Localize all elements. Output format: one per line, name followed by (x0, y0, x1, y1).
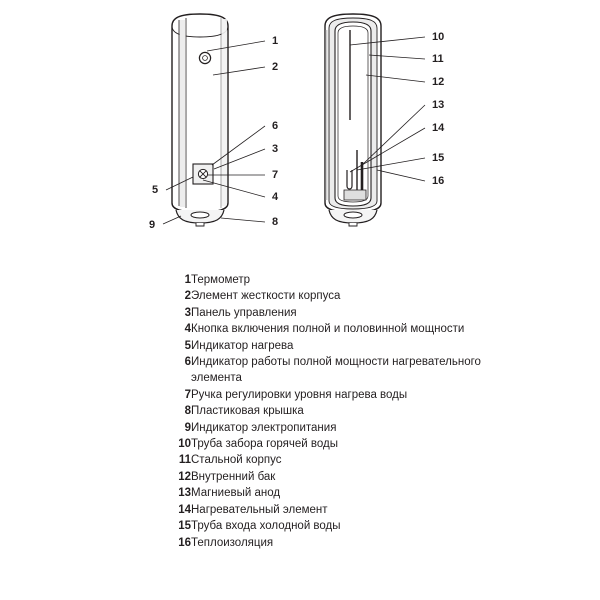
legend-row (163, 420, 521, 436)
legend-label: Элемент жесткости корпуса (191, 290, 341, 303)
callout-4: 4 (272, 191, 279, 203)
legend-label: Кнопка включения полной и половинной мощности (191, 323, 465, 336)
legend-number: 10 (178, 438, 191, 451)
legend-number: 12 (178, 470, 191, 483)
legend-number: 14 (178, 503, 191, 516)
left-unit-exterior (149, 14, 279, 231)
legend (0, 272, 600, 551)
callout-12: 12 (432, 76, 445, 88)
legend-number: 1 (184, 274, 191, 286)
legend-number: 16 (178, 536, 191, 549)
legend-number: 11 (178, 454, 191, 467)
legend-label: Индикатор электропитания (191, 421, 337, 434)
legend-number: 15 (178, 520, 191, 533)
legend-number: 3 (184, 306, 191, 319)
legend-label: Внутренний бак (191, 470, 276, 483)
water-heater-diagram-svg (0, 0, 600, 255)
legend-number: 4 (184, 323, 191, 336)
legend-number: 9 (184, 421, 191, 434)
callout-11: 11 (432, 53, 444, 65)
legend-row (163, 387, 521, 403)
legend-row (163, 321, 521, 337)
legend-label: Термометр (191, 274, 251, 286)
callout-5: 5 (152, 184, 159, 196)
legend-label: Труба забора горячей воды (191, 438, 339, 451)
diagram-illustration (0, 0, 600, 255)
legend-row (163, 403, 521, 419)
callout-2: 2 (272, 61, 279, 73)
callout-14: 14 (432, 122, 445, 134)
callout-6: 6 (272, 120, 279, 132)
legend-label: Труба входа холодной воды (191, 520, 341, 533)
legend-row (163, 485, 521, 501)
legend-number: 7 (184, 388, 191, 401)
legend-row (163, 518, 521, 534)
legend-label: Ручка регулировки уровня нагрева воды (191, 388, 408, 401)
legend-row (163, 305, 521, 321)
legend-label: Индикатор нагрева (191, 339, 294, 352)
legend-label: Панель управления (191, 306, 297, 319)
legend-row (163, 535, 521, 551)
legend-number: 5 (184, 339, 191, 352)
callout-3: 3 (272, 143, 279, 155)
legend-row (163, 436, 521, 452)
right-unit-cutaway (325, 14, 445, 226)
legend-row (163, 502, 521, 518)
callout-8: 8 (272, 216, 279, 228)
legend-number: 2 (184, 290, 191, 303)
callout-15: 15 (432, 152, 445, 164)
legend-label: Нагревательный элемент (191, 503, 328, 516)
legend-label: Индикатор работы полной мощности нагревательного элемента (191, 356, 481, 385)
callout-10: 10 (432, 31, 445, 43)
legend-label: Пластиковая крышка (191, 405, 304, 418)
callout-7: 7 (272, 169, 279, 181)
legend-row (163, 272, 521, 288)
legend-row (163, 338, 521, 354)
legend-row (163, 469, 521, 485)
legend-number: 13 (178, 487, 191, 500)
callout-9: 9 (149, 219, 156, 231)
callout-1: 1 (272, 35, 279, 47)
callout-13: 13 (432, 99, 445, 111)
legend-row (163, 288, 521, 304)
callout-16: 16 (432, 175, 445, 187)
legend-label: Теплоизоляция (191, 536, 274, 549)
legend-label: Магниевый анод (191, 487, 281, 500)
legend-rows (163, 272, 521, 551)
legend-table (163, 272, 521, 551)
legend-row (163, 354, 521, 387)
legend-number: 6 (184, 356, 191, 369)
legend-label: Стальной корпус (191, 454, 282, 467)
legend-row (163, 452, 521, 468)
legend-number: 8 (184, 405, 191, 418)
